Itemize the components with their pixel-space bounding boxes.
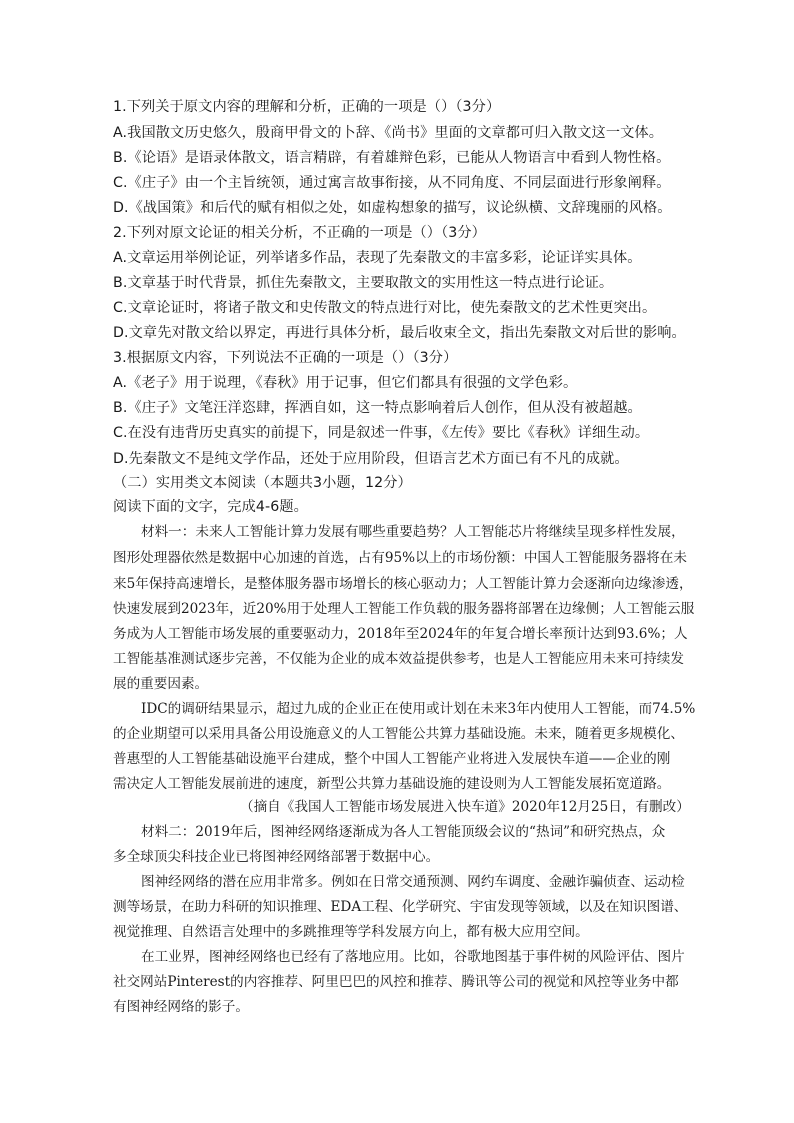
q1-option-d: D.《战国策》和后代的赋有相似之处，如虚构想象的描写，议论纵横、文辞瑰丽的风格。 <box>113 200 672 216</box>
q1-option-a: A.我国散文历史悠久，殷商甲骨文的卜辞、《尚书》里面的文章都可归入散文这一文体。 <box>113 125 663 141</box>
material1-line: 工智能基准测试逐步完善，不仅能为企业的成本效益提供参考，也是人工智能应用未来可持续发 <box>113 651 684 667</box>
section-heading: （二）实用类文本阅读（本题共3小题，12分） <box>113 475 412 491</box>
q2-stem: 2.下列对原文论证的相关分析，不正确的一项是（）（3分） <box>113 225 486 241</box>
material1-p2-line: 普惠型的人工智能基础设施平台建成，整个中国人工智能产业将进入发展快车道——企业的刚 <box>113 751 671 767</box>
material1-line: 材料一：未来人工智能计算力发展有哪些重要趋势？人工智能芯片将继续呈现多样性发展， <box>141 524 685 540</box>
material2-p2-line: 测等场景，在助力科研的知识推理、EDA工程、化学研究、宇宙发现等领域，以及在知识图谱、 <box>113 899 688 915</box>
material2-p2-line: 图神经网络的潜在应用非常多。例如在日常交通预测、网约车调度、金融诈骗侦查、运动检 <box>141 874 685 890</box>
q2-option-c: C.文章论证时，将诸子散文和史传散文的特点进行对比，使先秦散文的艺术性更突出。 <box>113 300 657 316</box>
material1-line: 展的重要因素。 <box>113 676 209 692</box>
q2-option-d: D.文章先对散文给以界定，再进行具体分析，最后收束全文，指出先秦散文对后世的影响。 <box>113 325 686 341</box>
material1-line: 快速发展到2023年，近20%用于处理人工智能工作负载的服务器将部署在边缘侧；人工智能云服 <box>113 601 695 617</box>
q3-option-a: A.《老子》用于说理，《春秋》用于记事，但它们都具有很强的文学色彩。 <box>113 375 578 391</box>
material2-line: 材料二：2019年后，图神经网络逐渐成为各人工智能顶级会议的“热词”和研究热点，众 <box>141 824 666 840</box>
q3-option-d: D.先秦散文不是纯文学作品，还处于应用阶段，但语言艺术方面已有不凡的成就。 <box>113 451 629 467</box>
q1-stem: 1.下列关于原文内容的理解和分析，正确的一项是（）（3分） <box>113 99 501 115</box>
q1-option-c: C.《庄子》由一个主旨统领，通过寓言故事衔接，从不同角度、不同层面进行形象阐释。 <box>113 175 671 191</box>
q3-stem: 3.根据原文内容，下列说法不正确的一项是（）（3分） <box>113 350 458 366</box>
q2-option-a: A.文章运用举例论证，列举诸多作品，表现了先秦散文的丰富多彩，论证详实具体。 <box>113 250 642 266</box>
material1-line: 务成为人工智能市场发展的重要驱动力，2018年至2024年的年复合增长率预计达到93.6%；人 <box>113 626 688 642</box>
material2-line: 多全球顶尖科技企业已将图神经网络部署于数据中心。 <box>113 849 440 865</box>
material2-p2-line: 视觉推理、自然语言处理中的多跳推理等学科发展方向上，都有极大应用空间。 <box>113 924 589 940</box>
material2-p3-line: 有图神经网络的影子。 <box>113 999 249 1015</box>
material2-p3-line: 在工业界，图神经网络也已经有了落地应用。比如，谷歌地图基于事件树的风险评估、图片 <box>141 949 685 965</box>
section-instruction: 阅读下面的文字，完成4-6题。 <box>113 499 308 515</box>
material1-line: 来5年保持高速增长，是整体服务器市场增长的核心驱动力；人工智能计算力会逐渐向边缘渗透， <box>113 576 693 592</box>
q2-option-b: B.文章基于时代背景，抓住先秦散文，主要取散文的实用性这一特点进行论证。 <box>113 275 614 291</box>
material1-source: （摘自《我国人工智能市场发展进入快车道》2020年12月25日，有删改） <box>240 799 690 815</box>
q3-option-b: B.《庄子》文笔汪洋恣肆，挥洒自如，这一特点影响着后人创作，但从没有被超越。 <box>113 400 642 416</box>
material1-p2-line: IDC的调研结果显示，超过九成的企业正在使用或计划在未来3年内使用人工智能，而74.5% <box>141 701 696 717</box>
material1-p2-line: 的企业期望可以采用具备公用设施意义的人工智能公共算力基础设施。未来，随着更多规模化、 <box>113 726 684 742</box>
q3-option-c: C.在没有违背历史真实的前提下，同是叙述一件事，《左传》要比《春秋》详细生动。 <box>113 425 650 441</box>
material2-p3-line: 社交网站Pinterest的内容推荐、阿里巴巴的风控和推荐、腾讯等公司的视觉和风控等业务中都 <box>113 974 679 990</box>
material1-line: 图形处理器依然是数据中心加速的首选，占有95%以上的市场份额：中国人工智能服务器将在未 <box>113 550 687 566</box>
q1-option-b: B.《论语》是语录体散文，语言精辟，有着雄辩色彩，已能从人物语言中看到人物性格。 <box>113 150 671 166</box>
material1-p2-line: 需决定人工智能发展前进的速度，新型公共算力基础设施的建设则为人工智能发展拓宽道路。 <box>113 776 671 792</box>
